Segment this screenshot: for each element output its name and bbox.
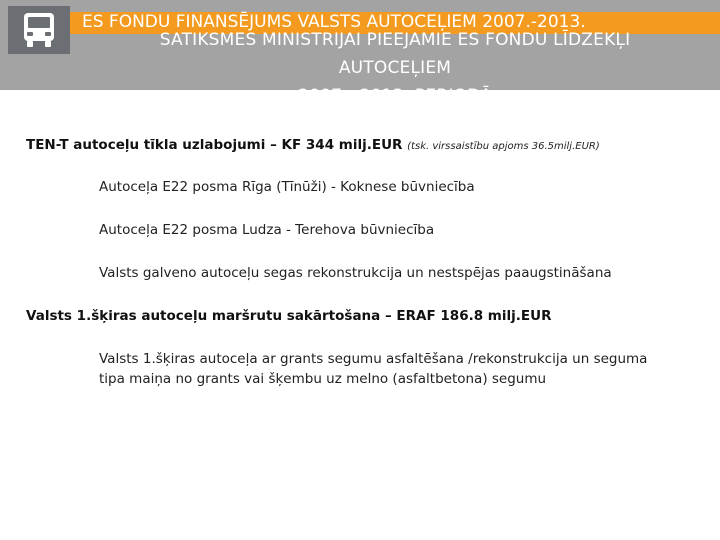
section-heading [26, 136, 600, 156]
section-heading-text: Valsts 1.šķiras autoceļu maršrutu sakārtošana – ERAF 186.8 milj.EUR [26, 308, 552, 324]
banner-title: ES FONDU FINANSĒJUMS VALSTS AUTOCEĻIEM 2007.-2013. [82, 12, 586, 32]
list-item: Valsts 1.šķiras autoceļa ar grants segumu asfaltēšana /rekonstrukcija un seguma tipa maiņa no grants vai šķembu uz melno (asfaltbetona) segumu [99, 351, 648, 387]
list-item: Autoceļa E22 posma Ludza - Terehova būvniecība [99, 222, 435, 238]
slide-title-line: AUTOCEĻIEM [338, 58, 452, 78]
slide-title-line: SATIKSMES MINISTRIJAI PIEEJAMIE ES FONDU LĪDZEKĻI [159, 30, 631, 50]
section-heading-text: TEN-T autoceļu tīkla uzlabojumi – KF 344 milj.EUR [26, 137, 403, 153]
list-item: Valsts galveno autoceļu segas rekonstrukcija un nestspējas paaugstināšana [99, 265, 612, 281]
slide-title-line: 2007. -2013. PERIODĀ [298, 86, 492, 106]
section-heading [26, 307, 551, 325]
section-note: (tsk. virssaistību apjoms 36.5milj.EUR) [407, 141, 600, 152]
list-item: Autoceļa E22 posma Rīga (Tīnūži) - Koknese būvniecība [99, 179, 475, 195]
